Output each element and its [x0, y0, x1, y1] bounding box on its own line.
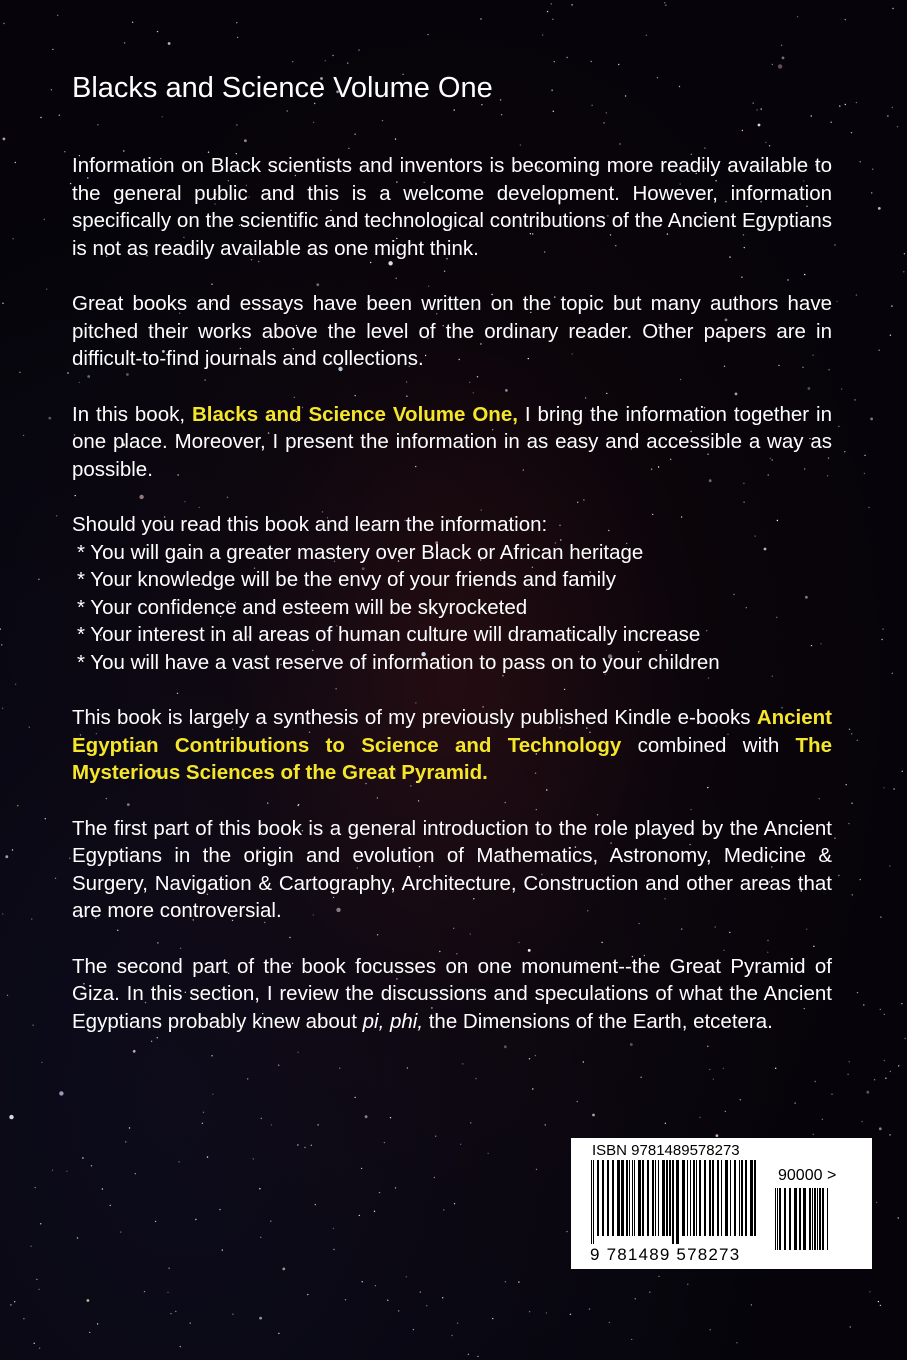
benefit-item: * Your interest in all areas of human culture will dramatically increase	[77, 623, 701, 646]
barcode-digits: 9 781489 578273	[590, 1245, 741, 1264]
highlighted-book-title: The Mysterious Sciences of the Great Pyramid.	[72, 733, 832, 784]
paragraph-intro: Information on Black scientists and inventors is becoming more readily available to the general public and this is a welcome development. However, information specifically on the scientific and technological contributions of the Ancient Egyptians is not as readily available as one might think.	[72, 154, 832, 260]
price-code: 90000 >	[778, 1167, 837, 1184]
text-segment: This book is largely a synthesis of my previously published Kindle e-books	[72, 706, 757, 729]
benefit-item: * You will have a vast reserve of information to pass on to your children	[77, 650, 720, 674]
text-segment: I bring the information together in one place. Moreover, I present the information in as easy and accessible a way as possible.	[72, 402, 832, 481]
paragraph-books-essays: Great books and essays have been written on the topic but many authors have pitched their works above the level of the ordinary reader. Other papers are in difficult-to-find journals and collections.	[72, 292, 832, 370]
text-segment: the Dimensions of the Earth, etcetera.	[423, 1009, 773, 1033]
benefit-item: * Your knowledge will be the envy of your friends and family	[77, 568, 617, 591]
paragraph-second-part	[72, 953, 832, 1036]
paragraph-synthesis	[72, 704, 832, 787]
paragraph-should-you-read: Should you read this book and learn the information:	[72, 513, 548, 536]
highlighted-book-title: Blacks and Science Volume One,	[192, 402, 518, 426]
benefit-item: * You will gain a greater mastery over Black or African heritage	[77, 540, 644, 564]
paragraph-first-part: The first part of this book is a general introduction to the role played by the Ancient Egyptians in the origin and evolution of Mathematics, Astronomy, Medicine & Surgery, Navigation & Cartography, Architecture, Construction and other areas that are more controversial.	[72, 816, 832, 922]
italic-term-pi: pi,	[362, 1009, 385, 1033]
text-segment: In this book,	[72, 402, 192, 426]
paragraph-this-book	[72, 401, 832, 484]
back-cover-text	[72, 70, 832, 1063]
barcode-bars	[591, 1160, 757, 1244]
text-segment: The second part of the book focusses on one monument--the Great Pyramid of Giza. In this section, I review the discussions and speculations of what the Ancient Egyptians probably knew about	[72, 954, 832, 1033]
benefits-list	[72, 539, 832, 677]
benefit-item: * Your confidence and esteem will be skyrocketed	[77, 595, 528, 619]
highlighted-book-title: Ancient Egyptian Contributions to Science and Technology	[72, 706, 832, 757]
text-segment: combined with	[621, 733, 796, 757]
book-title: Blacks and Science Volume One	[72, 72, 493, 104]
isbn-barcode	[571, 1138, 872, 1269]
isbn-label: ISBN 9781489578273	[592, 1142, 740, 1159]
italic-term-phi: phi,	[389, 1009, 424, 1033]
addon-barcode-bars	[775, 1188, 831, 1258]
